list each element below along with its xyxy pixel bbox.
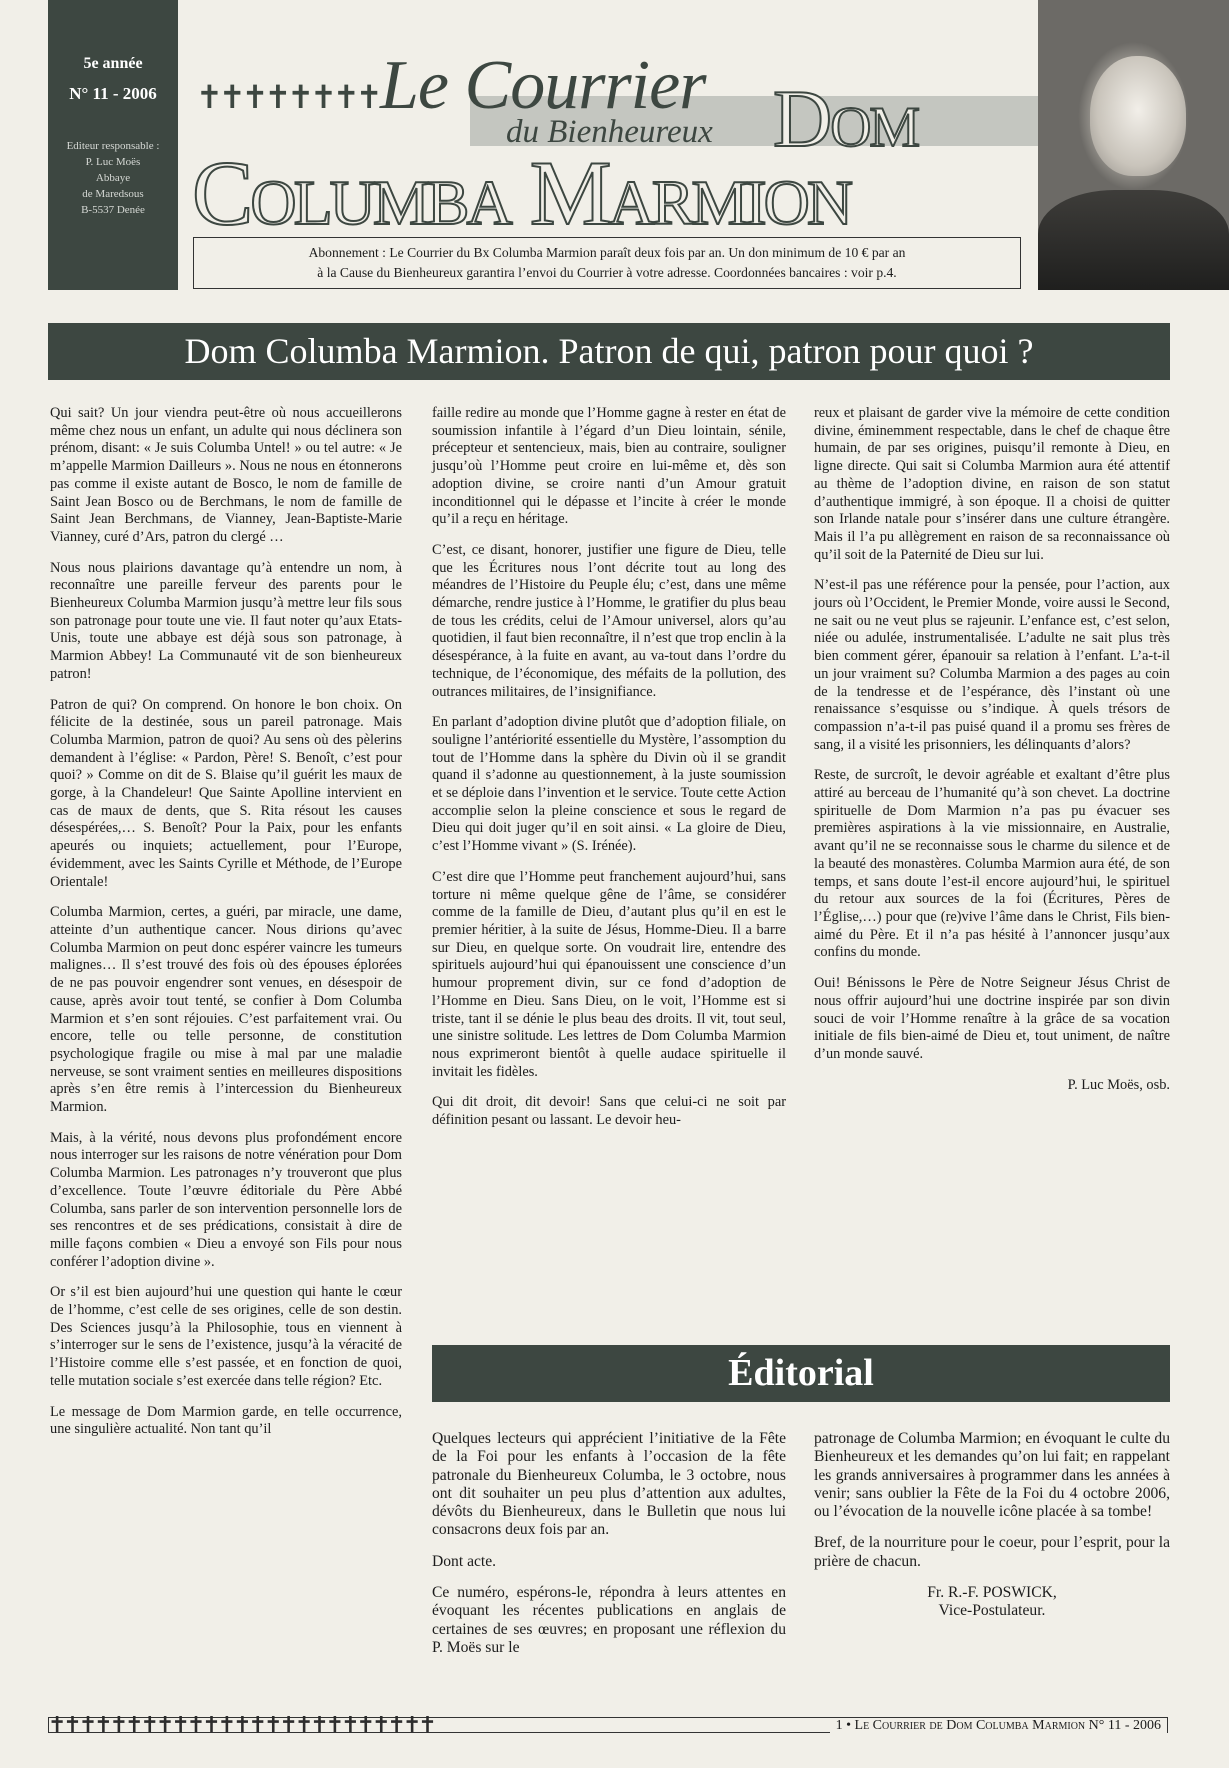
- paragraph: Mais, à la vérité, nous devons plus profondément encore nous interroger sur les raisons de notre vénération pour Dom Columba Marmion. Les patronages n’y trouveront que plus d’excellence. Toute l’œuvre éditoriale du Père Abbé Columba, sans parler de son intervention personnelle lors de ses rencontres et de ses prédications, consistait à dire de mille façons combien « Dieu a envoyé son Fils pour nous conférer l’adoption divine ».: [50, 1129, 402, 1270]
- issue-year: 5e année: [83, 55, 143, 72]
- issue-info-box: [48, 0, 178, 290]
- title-du-bienheureux: du Bienheureux: [506, 114, 713, 150]
- article-column-2: [432, 405, 786, 1143]
- portrait-face: [1090, 56, 1186, 176]
- portrait-photo: [1038, 0, 1229, 290]
- paragraph: N’est-il pas une référence pour la pensée, pour l’action, aux jours où l’Occident, le Premier Monde, voire aussi le Second, ne sait ou ne veut plus se rajeunir. L’enfance est, c’est selon, niée ou adulée, instrumentalisée. L’adulte ne sait plus très bien comment gérer, épanouir sa relation à l’enfant. L’a-t-il un jour vraiment su? Columba Marmion a des pages au coin de la tendresse et de l’espérance, dès l’instant où une renaissance s’esquisse ou s’indique. À quels trésors de compassion n’a-t-il pas puisé quand il a promu ses frères de sang, il a visité les prisonniers, les délinquants d’alors?: [814, 577, 1170, 753]
- paragraph: C’est, ce disant, honorer, justifier une figure de Dieu, telle que les Écritures nous l’ont décrite tout au long des méandres de l’Histoire du Peuple élu; c’est, dans une même démarche, rendre justice à l’Homme, le gratifier du plus beau de tous les crédits, celui de l’Amour universel, alors qu’au quotidien, il faut bien reconnaître, il n’est que trop enclin à la désespérance, à la fuite en avant, au va-tout dans l’ordre du technique, de l’économique, des méfaits de la pollution, des outrances militaires, de l’insignifiance.: [432, 541, 786, 700]
- article-column-1: [50, 405, 402, 1452]
- article-signature: P. Luc Moës, osb.: [1067, 1076, 1170, 1093]
- editor-info: [56, 138, 170, 218]
- subscription-line: à la Cause du Bienheureux garantira l’envoi du Courrier à votre adresse. Coordonnées bancaires : voir p.4.: [317, 265, 897, 280]
- paragraph: Quelques lecteurs qui apprécient l’initiative de la Fête de la Foi pour les enfants à l’occasion de la fête patronale du Bienheureux Columba, le 3 octobre, nous ont dit souhaiter un peu plus d’attention aux adultes, dévôts du Bienheureux, dans le Bulletin que nous lui consacrons deux fois par an.: [432, 1430, 786, 1539]
- editor-line: B-5537 Denée: [81, 204, 145, 216]
- paragraph: reux et plaisant de garder vive la mémoire de cette condition divine, éminemment respectable, dans le chef de chaque être humain, de par ses origines, puisqu’il remonte à Dieu, en ligne directe. Qui sait si Columba Marmion aura été attentif au thème de l’adoption divine, en raison de son statut d’authentique immigré, à son époque. Il a choisi de quitter son Irlande natale pour s’insérer dans une culture étrangère. Mais il l’a pu allègrement en raison de sa reconnaissance où qu’il soit de la Paternité de Dieu sur lui.: [814, 405, 1170, 563]
- title-le-courrier: Le Courrier: [380, 47, 706, 124]
- paragraph: Columba Marmion, certes, a guéri, par miracle, une dame, atteinte d’un authentique cancer. Nous dirions qu’avec Columba Marmion on peut donc espérer vaincre les tumeurs malignes… Il s’est trouvé des fois où des épouses éplorées de ne pas pouvoir engendrer sont venues, en désespoir de cause, après avoir tout tenté, se confier à Dom Columba Marmion et s’en sont réjouies. C’est parfaitement vrai. Ou encore, telle ou telle personne, de constitution psychologique fragile ou mise à mal par une maladie nerveuse, se sont vraiment senties en meilleures dispositions après s’en être remis à l’intercession du Bienheureux Marmion.: [50, 904, 402, 1116]
- crosses-ornament: ✝✝✝✝✝✝✝✝: [196, 78, 379, 116]
- paragraph: patronage de Columba Marmion; en évoquant le culte du Bienheureux et les demandes qu’on lui fait; en rappelant les grands anniversaires à programmer dans les années à venir; sans oublier la Fête de la Foi du 4 octobre 2006, ou l’évocation de la nouvelle icône placée à sa tombe!: [814, 1430, 1170, 1521]
- paragraph: Bref, de la nourriture pour le coeur, pour l’esprit, pour la prière de chacun.: [814, 1534, 1170, 1570]
- subscription-notice: [193, 237, 1021, 289]
- title-columba-marmion: Columba Marmion: [192, 142, 851, 244]
- subscription-line: Abonnement : Le Courrier du Bx Columba Marmion paraît deux fois par an. Un don minimum de 10 € par an: [308, 245, 906, 260]
- paragraph: Qui sait? Un jour viendra peut-être où nous accueillerons même chez nous un enfant, un adulte qui nous déclinera son prénom, disant: « Je suis Columba Untel! » ou tel autre: « Je m’appelle Marmion Dailleurs ». Nous ne nous en étonnerons pas comme il existe autant de Bosco, le nom de famille de Saint Jean Bosco ou de Berchmans, le nom de famille de Saint Jean Berchmans, de Vianney, Jean-Baptiste-Marie Vianney, curé d’Ars, patron du clergé …: [50, 405, 402, 545]
- editor-line: P. Luc Moës: [85, 156, 141, 168]
- footer-crosses-ornament: ✝✝✝✝✝✝✝✝✝✝✝✝✝✝✝✝✝✝✝✝✝✝✝✝✝: [48, 1713, 434, 1738]
- signature-title: Vice-Postulateur.: [938, 1602, 1046, 1620]
- editor-line: Editeur responsable :: [66, 140, 160, 152]
- paragraph: Reste, de surcroît, le devoir agréable et exaltant d’être plus attiré au berceau de l’humanité qu’à son chevet. La doctrine spirituelle de Dom Marmion n’a pas pu évacuer ses premières aspirations à la vie missionnaire, en Australie, avant qu’il ne se reconnaisse sous le charme du silence et de la beauté des monastères. Columba Marmion aura été, de son temps, et sans doute l’est-il encore aujourd’hui, le spirituel du retour aux sources de la foi (Écritures, Pères de l’Église,…) pour que (re)vive l’âme dans le Christ, Fils bien-aimé du Père. Et il n’a pas hésité à l’annoncer jusqu’aux confins du monde.: [814, 767, 1170, 961]
- paragraph: En parlant d’adoption divine plutôt que d’adoption filiale, on souligne l’antériorité essentielle du Mystère, l’assomption du tout de l’Homme dans la sphère du Divin où il se grandit quand il s’adonne au questionnement, à la juste soumission et se déploie dans l’invention et le service. Toute cette Action accomplie selon la pleine conscience et sous le regard de Dieu qui doit juger qu’il en soit ainsi. « La gloire de Dieu, c’est l’Homme vivant » (S. Irénée).: [432, 714, 786, 855]
- editorial-column-1: [432, 1430, 786, 1670]
- editorial-column-2: [814, 1430, 1170, 1621]
- paragraph: Nous nous plairions davantage qu’à entendre un nom, à reconnaître une pareille ferveur des parents pour le Bienheureux Columba Marmion jusqu’à mettre leur fils sous son patronage pour toute une vie. Il faut noter qu’aux Etats-Unis, toute une abbaye est déjà sous son patronage, à Marmion Abbey! La Communauté vit de son bienheureux patron!: [50, 559, 402, 682]
- paragraph: Patron de qui? On comprend. On honore le bon choix. On félicite de la destinée, sous un pareil patronage. Mais Columba Marmion, patron de quoi? Au sens où des pèlerins demandent à l’église: « Pardon, Père! S. Benoît, c’est pour quoi? » Comme on dit de S. Blaise qu’il guérit les maux de gorge, à la Chandeleur! Que Sainte Apolline intervient en cas de maux de dents, que S. Rita résout les causes désespérées,… S. Benoît? Pour la Paix, pour les enfants apeurés ou inquiets; actuellement, pour l’Europe, évidemment, avec les Saints Cyrille et Méthode, de l’Europe Orientale!: [50, 696, 402, 890]
- editorial-heading: Éditorial: [432, 1345, 1170, 1402]
- footer-page-label: 1 • Le Courrier de Dom Columba Marmion N° 11 - 2006: [830, 1718, 1167, 1734]
- paragraph: Qui dit droit, dit devoir! Sans que celui-ci ne soit par définition pesant ou lassant. Le devoir heu-: [432, 1094, 786, 1129]
- article-headline: Dom Columba Marmion. Patron de qui, patron pour quoi ?: [48, 323, 1170, 380]
- editorial-signature: [814, 1584, 1170, 1621]
- editor-line: Abbaye: [95, 172, 131, 184]
- paragraph: C’est dire que l’Homme peut franchement aujourd’hui, sans torture ni même quelque gêne de l’âme, se considérer comme de la famille de Dieu, d’autant plus qu’il en est le premier héritier, à la suite de Jésus, Homme-Dieu. Il a barre sur Dieu, en quelque sorte. On voudrait lire, entendre des spirituels aujourd’hui qui épanouissent une conscience d’un humour proprement divin, sur ce fond d’adoption de l’Homme en Dieu. Sans Dieu, on le voit, l’Homme est si triste, tant il se dénie le plus beau des droits. Il vit, tout seul, une sinistre solitude. Les lettres de Dom Columba Marmion nous exprimeront bientôt à quelle audace spirituelle il invitait les fidèles.: [432, 868, 786, 1080]
- paragraph: Ce numéro, espérons-le, répondra à leurs attentes en évoquant les récentes publications en anglais de certaines de ses œuvres; en proposant une réflexion du P. Moës sur le: [432, 1584, 786, 1656]
- editor-line: de Maredsous: [82, 188, 144, 200]
- signature-name: Fr. R.-F. POSWICK,: [927, 1584, 1057, 1602]
- paragraph: Oui! Bénissons le Père de Notre Seigneur Jésus Christ de nous offrir aujourd’hui une doctrine inspirée par son divin souci de voir l’Homme renaître à la grâce de sa vocation initiale de fils bien-aimé de Dieu et, tout uniment, de naître d’un monde sauvé.: [814, 975, 1170, 1062]
- issue-number: N° 11 - 2006: [69, 84, 157, 103]
- paragraph: faille redire au monde que l’Homme gagne à rester en état de soumission infantile à l’égard d’un Dieu lointain, sénile, précepteur et sentencieux, mais, bien au contraire, souligner jusqu’où l’Homme peut croire en lui-même et, dès son adoption divine, se croire nanti d’un Amour gratuit inconditionnel qui le dépasse et l’incite à créer le monde qu’il a reçu en héritage.: [432, 405, 786, 528]
- portrait-robe: [1038, 190, 1229, 290]
- paragraph: Le message de Dom Marmion garde, en telle occurrence, une singulière actualité. Non tant qu’il: [50, 1403, 402, 1438]
- paragraph: Dont acte.: [432, 1552, 497, 1570]
- paragraph: Or s’il est bien aujourd’hui une question qui hante le cœur de l’homme, c’est celle de ses origines, celle de son destin. Des Sciences jusqu’à la Philosophie, tous en viennent à s’interroger sur le sens de l’existence, jusqu’à la véracité de l’Histoire comme elle s’est passée, et en fonction de quoi, telle mutation sociale s’est exercée dans telle région? Etc.: [50, 1284, 402, 1389]
- article-column-3: [814, 405, 1170, 1094]
- title-dom: Dom: [773, 73, 919, 164]
